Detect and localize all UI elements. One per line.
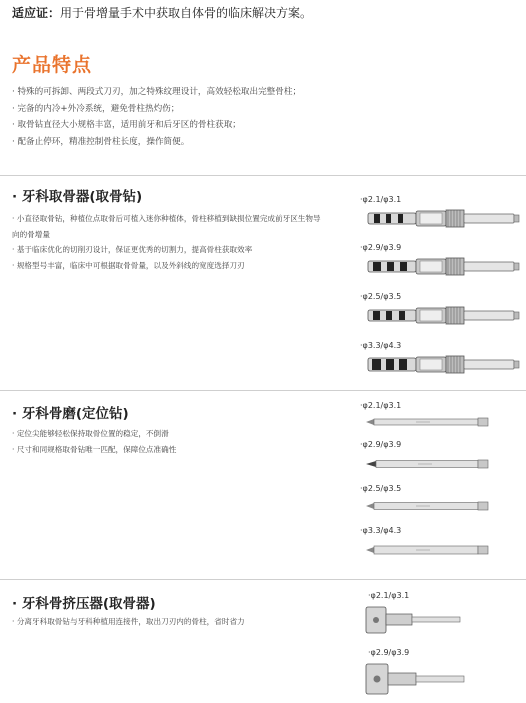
spec-label: ·φ2.1/φ3.1: [368, 591, 410, 600]
bullet-item: · 小直径取骨钻，种植位点取骨后可植入迷你种植体，骨柱移植到缺损位置完成前牙区生物导向的骨增量: [12, 214, 321, 239]
trephine-drill-image: [368, 207, 520, 229]
pilot-drill-image: [366, 542, 490, 558]
indication-text: 用于骨增量手术中获取自体骨的临床解决方案。: [60, 6, 313, 20]
feature-item: · 配备止停环，精准控制骨柱长度，操作简便。: [12, 136, 190, 147]
section-bullets-pilot: [12, 426, 322, 457]
section-bullets-trephine: [12, 211, 322, 273]
spec-label: ·φ2.9/φ3.9: [360, 440, 402, 449]
spec-label: ·φ2.9/φ3.9: [368, 648, 410, 657]
bullet-item: · 定位尖能够轻松保持取骨位置的稳定，不倒滑: [12, 429, 169, 438]
spec-label: ·φ3.3/φ4.3: [360, 341, 402, 350]
section-title-extruder: · 牙科骨挤压器(取骨器): [12, 596, 156, 612]
bullet-item: · 分离牙科取骨钻与牙科种植用连接件，取出刀刃内的骨柱，省时省力: [12, 617, 245, 626]
pilot-drill-image: [366, 414, 490, 430]
feature-item: · 特殊的可拆卸、两段式刀刃，加之特殊纹理设计，高效轻松取出完整骨柱；: [12, 87, 302, 97]
trephine-drill-image: [368, 255, 520, 277]
spec-label: ·φ2.1/φ3.1: [360, 401, 402, 410]
trephine-drill-image: [368, 353, 520, 375]
feature-item: · 完备的内冷+外冷系统，避免骨柱热灼伤；: [12, 103, 180, 114]
features-title: 产品特点: [12, 54, 93, 76]
spec-label: ·φ2.9/φ3.9: [360, 243, 402, 252]
spec-label: ·φ3.3/φ4.3: [360, 526, 402, 535]
bone-extruder-image: [366, 662, 466, 696]
bullet-item: · 规格型号丰富，临床中可根据取骨骨量，以及外斜线的宽度选择刀刃: [12, 260, 245, 270]
section-title-trephine: · 牙科取骨器(取骨钻): [12, 189, 143, 205]
spec-label: ·φ2.5/φ3.5: [360, 484, 402, 493]
feature-item: · 取骨钻直径大小规格丰富，适用前牙和后牙区的骨柱获取；: [12, 120, 241, 130]
section-title-pilot: · 牙科骨磨(定位钻): [12, 406, 129, 422]
indication-label: 适应证：: [12, 6, 61, 20]
section-divider: [0, 175, 526, 176]
bullet-item: · 基于临床优化的切削刃设计，保证更优秀的切割力，提高骨柱获取效率: [12, 245, 253, 254]
spec-label: ·φ2.1/φ3.1: [360, 195, 402, 204]
trephine-drill-image: [368, 304, 520, 326]
bullet-item: · 尺寸和同规格取骨钻唯一匹配，保障位点准确性: [12, 444, 177, 454]
pilot-drill-image: [366, 498, 490, 514]
section-divider: [0, 579, 526, 580]
section-divider: [0, 390, 526, 391]
indication-line: [12, 4, 312, 21]
section-bullets-extruder: [12, 614, 322, 630]
spec-label: ·φ2.5/φ3.5: [360, 292, 402, 301]
pilot-drill-image: [366, 456, 490, 472]
features-list: [12, 84, 512, 150]
bone-extruder-image: [366, 605, 462, 635]
